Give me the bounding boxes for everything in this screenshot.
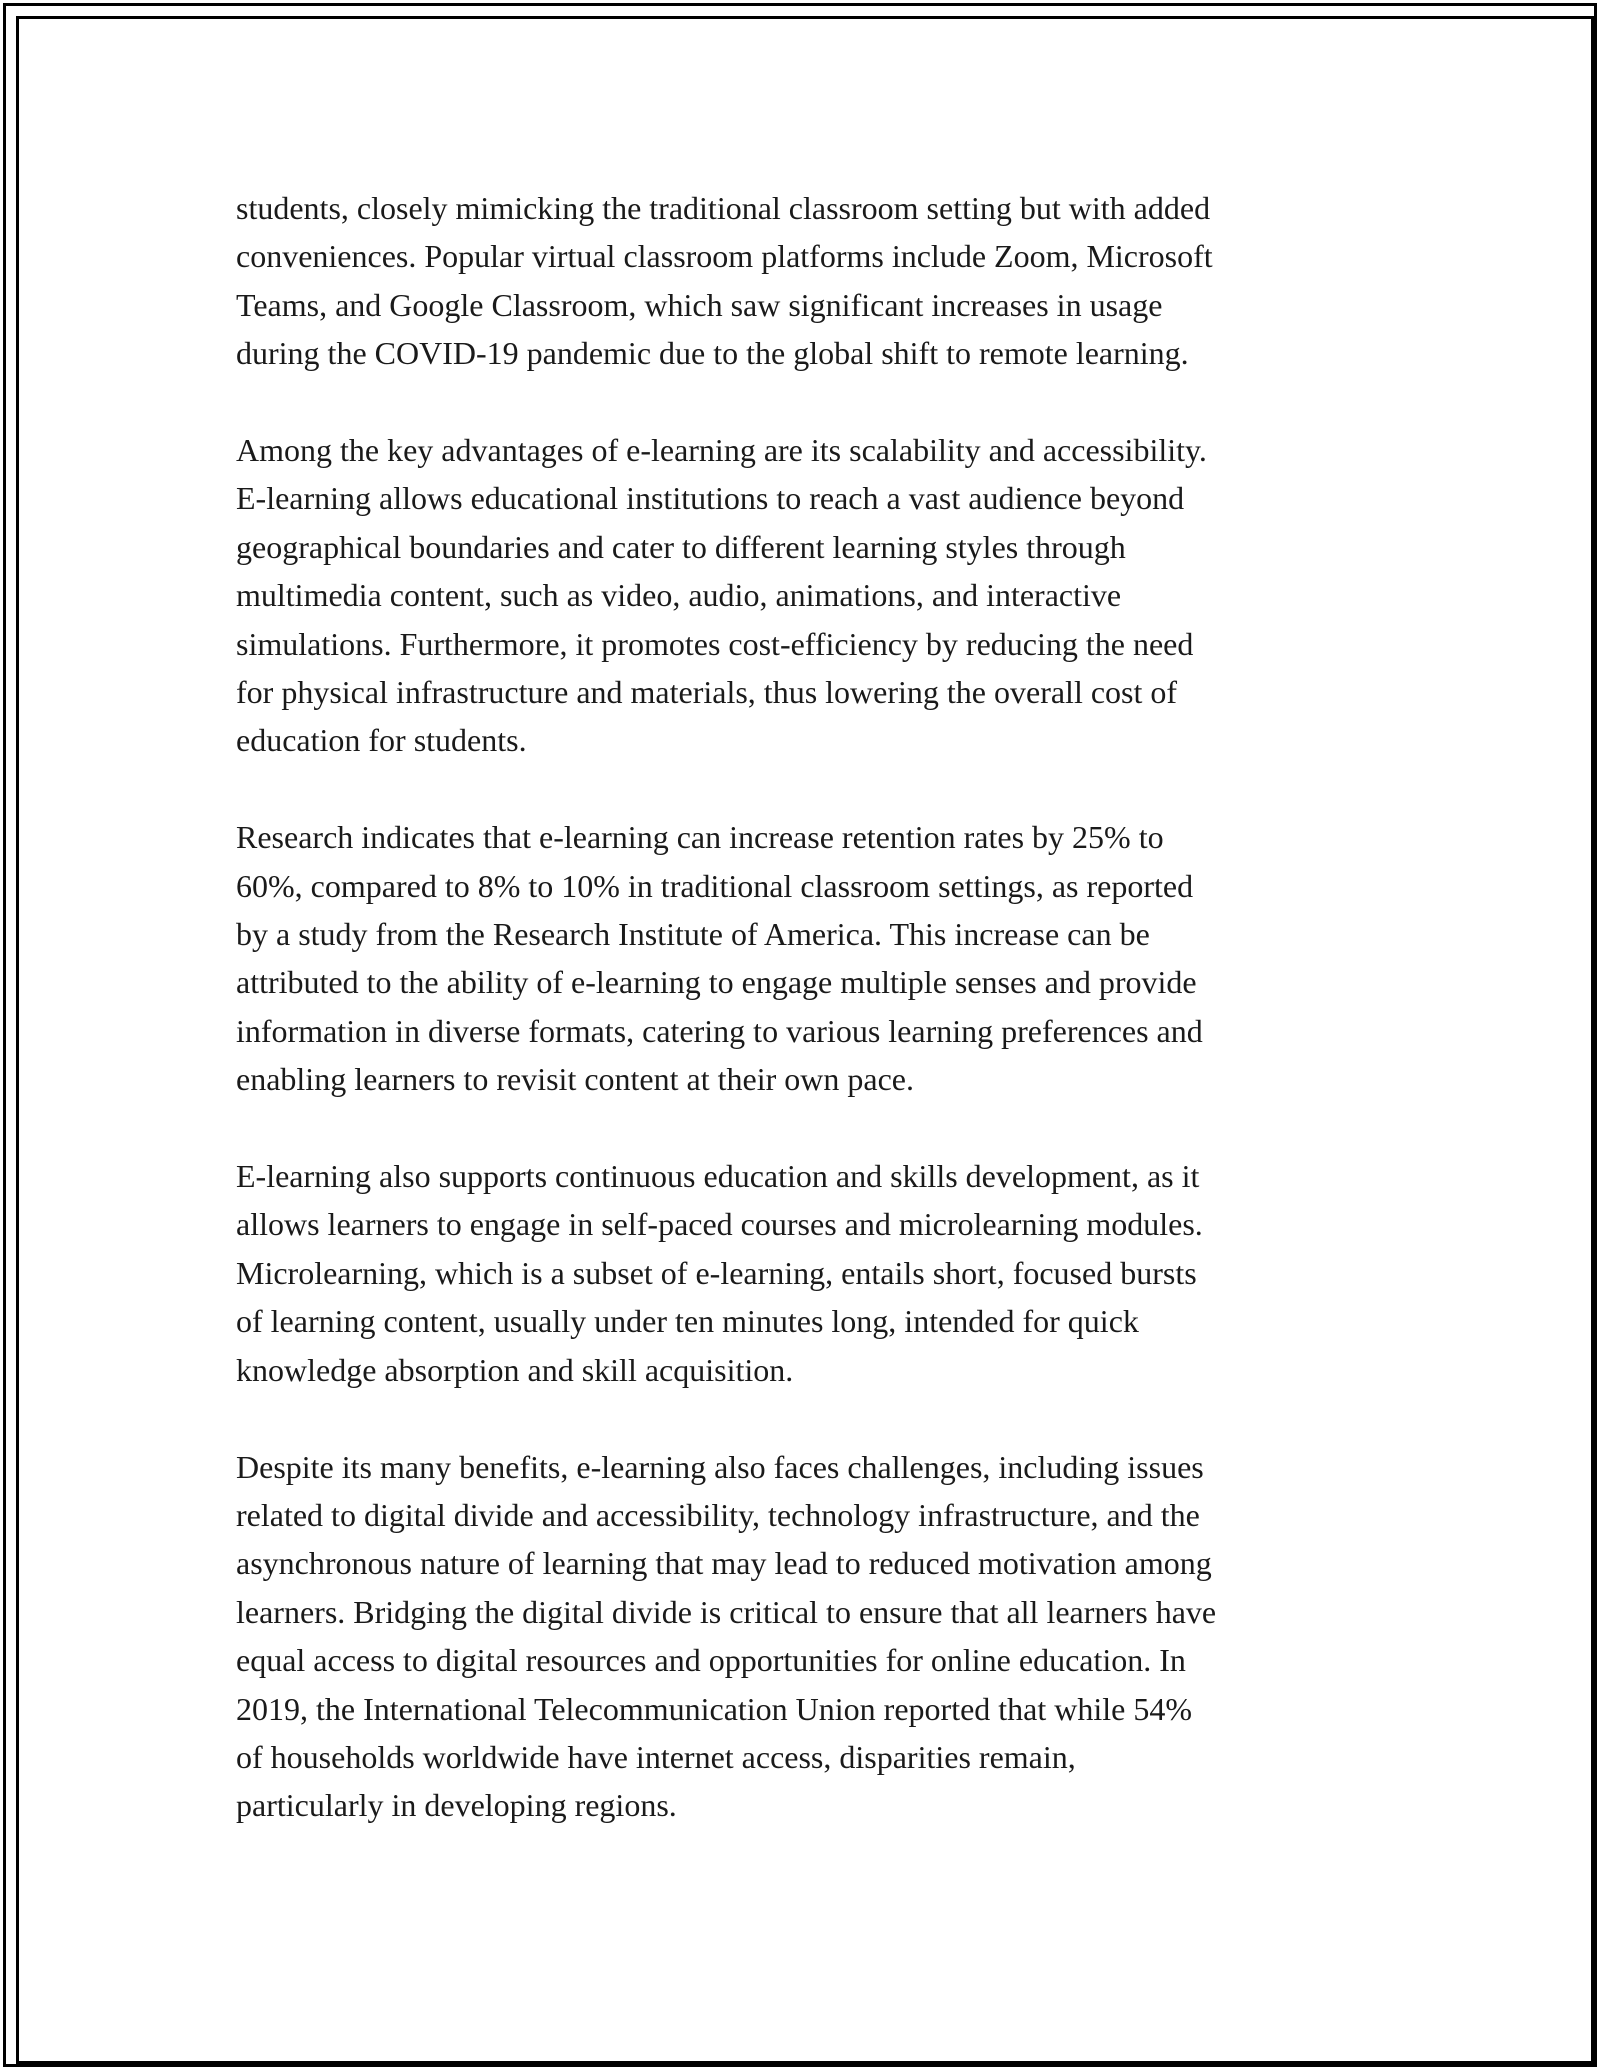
paragraph-line: by a study from the Research Institute of America. This increase can be [236, 916, 1150, 953]
paragraph-line: during the COVID-19 pandemic due to the global shift to remote learning. [236, 335, 1189, 372]
document-body [236, 184, 1376, 1878]
paragraph-line: E-learning allows educational institutions to reach a vast audience beyond [236, 480, 1185, 517]
paragraph-line: attributed to the ability of e-learning to engage multiple senses and provide [236, 964, 1197, 1001]
paragraph-line: simulations. Furthermore, it promotes cost-efficiency by reducing the need [236, 625, 1194, 662]
paragraph-line: multimedia content, such as video, audio, animations, and interactive [236, 577, 1122, 614]
paragraph-line: enabling learners to revisit content at their own pace. [236, 1061, 914, 1098]
paragraph-line: allows learners to engage in self-paced courses and microlearning modules. [236, 1206, 1203, 1243]
paragraph-line: of households worldwide have internet access, disparities remain, [236, 1738, 1076, 1775]
paragraph-line: Teams, and Google Classroom, which saw significant increases in usage [236, 286, 1163, 323]
paragraph-line: 2019, the International Telecommunication Union reported that while 54% [236, 1690, 1193, 1727]
paragraph-5 [236, 1443, 1376, 1830]
paragraph-line: for physical infrastructure and materials, thus lowering the overall cost of [236, 674, 1178, 711]
paragraph-line: information in diverse formats, catering to various learning preferences and [236, 1012, 1203, 1049]
paragraph-line: education for students. [236, 722, 527, 759]
paragraph-line: Despite its many benefits, e-learning also faces challenges, including issues [236, 1448, 1204, 1485]
paragraph-line: particularly in developing regions. [236, 1787, 677, 1824]
paragraph-line: geographical boundaries and cater to different learning styles through [236, 528, 1126, 565]
paragraph-3 [236, 813, 1376, 1103]
paragraph-line: students, closely mimicking the traditional classroom setting but with added [236, 190, 1211, 226]
paragraph-line: Among the key advantages of e-learning are its scalability and accessibility. [236, 432, 1207, 469]
paragraph-line: knowledge absorption and skill acquisition. [236, 1351, 794, 1388]
paragraph-line: Research indicates that e-learning can increase retention rates by 25% to [236, 819, 1164, 856]
paragraph-line: E-learning also supports continuous education and skills development, as it [236, 1158, 1200, 1195]
paragraph-line: asynchronous nature of learning that may lead to reduced motivation among [236, 1545, 1212, 1582]
paragraph-line: of learning content, usually under ten minutes long, intended for quick [236, 1303, 1139, 1340]
paragraph-line: Microlearning, which is a subset of e-learning, entails short, focused bursts [236, 1254, 1197, 1291]
paragraph-line: conveniences. Popular virtual classroom platforms include Zoom, Microsoft [236, 238, 1213, 275]
paragraph-line: related to digital divide and accessibility, technology infrastructure, and the [236, 1496, 1200, 1533]
paragraph-4 [236, 1152, 1376, 1394]
paragraph-line: 60%, compared to 8% to 10% in traditional classroom settings, as reported [236, 867, 1194, 904]
paragraph-line: equal access to digital resources and opportunities for online education. In [236, 1642, 1186, 1679]
paragraph-line: learners. Bridging the digital divide is critical to ensure that all learners have [236, 1593, 1217, 1630]
paragraph-1 [236, 184, 1376, 378]
paragraph-2 [236, 426, 1376, 765]
